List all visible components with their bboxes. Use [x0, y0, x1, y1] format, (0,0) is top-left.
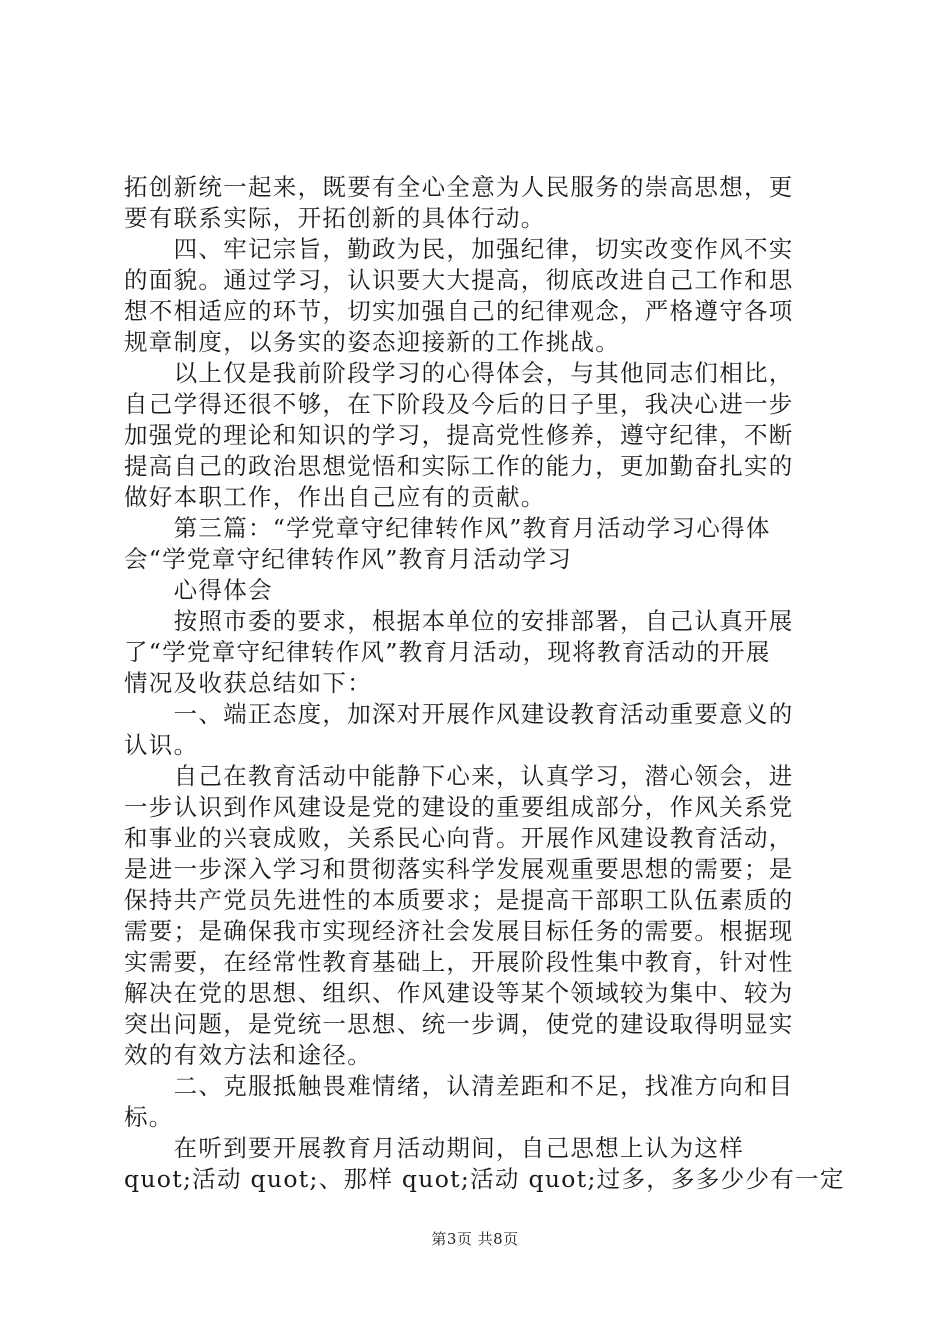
body-text-line: 二、克服抵触畏难情绪，认清差距和不足，找准方向和目: [124, 1072, 794, 1100]
body-text-line: 自己学得还很不够，在下阶段及今后的日子里，我决心进一步: [124, 390, 794, 418]
body-text-line: 以上仅是我前阶段学习的心得体会，与其他同志们相比，: [124, 359, 794, 387]
body-text-line: 加强党的理论和知识的学习，提高党性修养，遵守纪律，不断: [124, 421, 794, 449]
body-text-line: 标。: [124, 1103, 174, 1131]
body-text-line: 认识。: [124, 731, 199, 759]
body-text-line: 了“学党章守纪律转作风”教育月活动，现将教育活动的开展: [124, 638, 771, 666]
body-text-line: 是进一步深入学习和贯彻落实科学发展观重要思想的需要；是: [124, 855, 794, 883]
body-text-line: 解决在党的思想、组织、作风建设等某个领域较为集中、较为: [124, 979, 794, 1007]
body-text-line: 做好本职工作，作出自己应有的贡献。: [124, 483, 546, 511]
body-text-line: 四、牢记宗旨，勤政为民，加强纪律，切实改变作风不实: [124, 235, 794, 263]
body-text-line: 拓创新统一起来，既要有全心全意为人民服务的崇高思想，更: [124, 173, 794, 201]
body-text-line: 在听到要开展教育月活动期间，自己思想上认为这样: [124, 1134, 744, 1162]
section-heading-line: 心得体会: [124, 576, 273, 604]
page-footer: 第3页 共8页: [431, 1230, 519, 1248]
body-text-line: 效的有效方法和途径。: [124, 1041, 372, 1069]
body-text-line: 提高自己的政治思想觉悟和实际工作的能力，更加勤奋扎实的: [124, 452, 794, 480]
section-heading-line: 第三篇：“学党章守纪律转作风”教育月活动学习心得体: [124, 514, 771, 542]
body-text-line: quot;活动 quot;、那样 quot;活动 quot;过多，多多少少有一定: [124, 1165, 845, 1193]
body-text-line: 实需要，在经常性教育基础上，开展阶段性集中教育，针对性: [124, 948, 794, 976]
body-text-line: 想不相适应的环节，切实加强自己的纪律观念，严格遵守各项: [124, 297, 794, 325]
body-text-line: 突出问题，是党统一思想、统一步调，使党的建设取得明显实: [124, 1010, 794, 1038]
body-text-line: 自己在教育活动中能静下心来，认真学习，潜心领会，进: [124, 762, 794, 790]
body-text-line: 需要；是确保我市实现经济社会发展目标任务的需要。根据现: [124, 917, 794, 945]
body-text-line: 要有联系实际，开拓创新的具体行动。: [124, 204, 546, 232]
body-text-line: 按照市委的要求，根据本单位的安排部署，自己认真开展: [124, 607, 794, 635]
body-text-line: 一、端正态度，加深对开展作风建设教育活动重要意义的: [124, 700, 794, 728]
body-text-line: 保持共产党员先进性的本质要求；是提高干部职工队伍素质的: [124, 886, 794, 914]
body-text-line: 和事业的兴衰成败，关系民心向背。开展作风建设教育活动，: [124, 824, 794, 852]
body-text-line: 一步认识到作风建设是党的建设的重要组成部分，作风关系党: [124, 793, 794, 821]
body-text-line: 的面貌。通过学习，认识要大大提高，彻底改进自己工作和思: [124, 266, 794, 294]
body-text-line: 情况及收获总结如下：: [124, 669, 372, 697]
body-text-line: 规章制度，以务实的姿态迎接新的工作挑战。: [124, 328, 620, 356]
section-heading-line: 会“学党章守纪律转作风”教育月活动学习: [124, 545, 573, 573]
